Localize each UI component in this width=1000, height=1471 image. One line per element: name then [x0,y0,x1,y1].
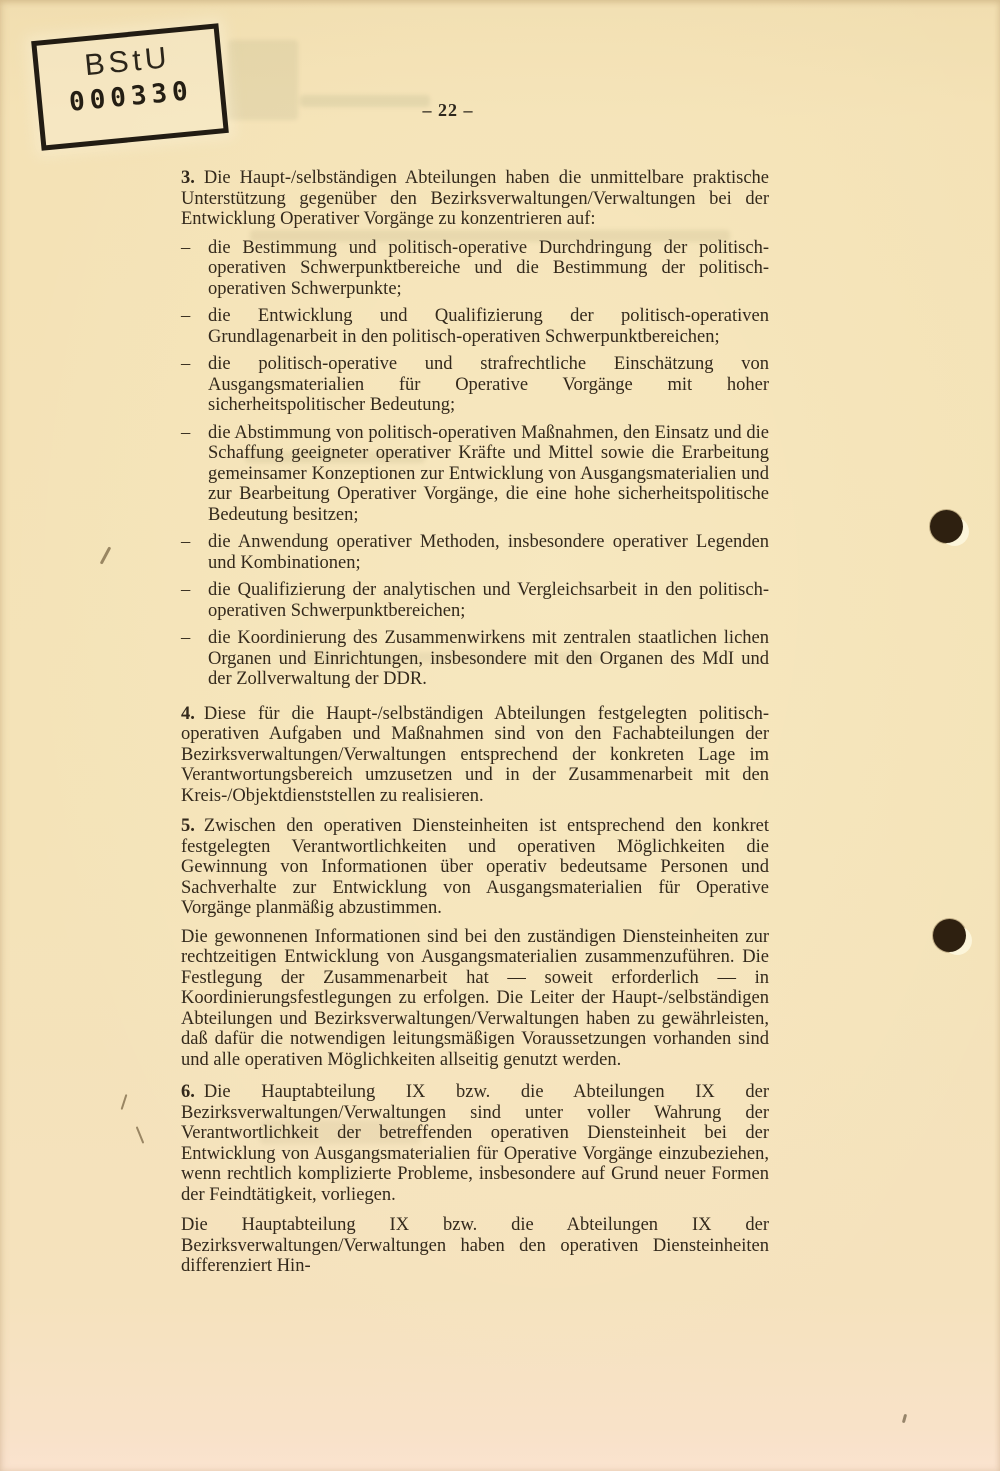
paragraph-6-continuation [181,1215,769,1277]
paragraph-4-number: 4. [181,703,195,724]
list-item-text: die Abstimmung von politisch-operativen Maßnahmen, den Einsatz und die Schaffung geeigneter operativer Kräfte und Mittel sowie die Erarbeitung gemeinsamer Konzeptionen zur Entwicklung von Ausgangsmaterialien und zur Bearbeitung Operativer Vorgänge, die eine hohe sicherheitspolitische Bedeutung besitzen; [208,422,769,525]
paragraph-5-number: 5. [181,816,195,836]
paragraph-5 [181,816,769,919]
dash-bullet: – [181,306,191,326]
paragraph-4-text: Diese für die Haupt-/selbständigen Abteilungen festgelegten politisch-operativen Aufgaben und Maßnahmen sind von den Fachabteilungen der Bezirksverwaltungen/Verwaltungen entsprechend der konkreten Lage im Verantwortungsbereich umzusetzen und in der Zusammenarbeit mit den Kreis-/Objektdienststellen zu realisieren. [181,703,769,806]
paragraph-5-continuation-text: Die gewonnenen Informationen sind bei den zuständigen Diensteinheiten zur rechtzeitigen Entwicklung von Ausgangsmaterialien zusammenzuführen. Die Festlegung der Zusammenarbeit hat — soweit erforderlich — in Koordinierungsfestlegungen zu erfolgen. Die Leiter der Haupt-/selbständigen Abteilungen und Bezirksverwaltungen/Verwaltungen haben zu gewährleisten, daß dafür die notwendigen leitungsmäßigen Voraussetzungen vorhanden sind und alle operativen Möglichkeiten allseitig genutzt werden. [181,926,769,1070]
list-item [181,423,769,526]
list-item [181,238,769,300]
dash-bullet: – [181,422,191,443]
page-number: – 22 – [422,100,474,120]
dash-bullet: – [181,532,191,552]
list-item [181,306,769,347]
paragraph-5-text: Zwischen den operativen Diensteinheiten ist entsprechend den konkret festgelegten Verantwortlichkeiten und operativen Möglichkeiten die Gewinnung von Informationen über operativ bedeutsame Personen und Sachverhalte zur Entwicklung von Ausgangsmaterialien für Operative Vorgänge planmäßig abzustimmen. [181,816,769,918]
paragraph-6-continuation-text: Die Hauptabteilung IX bzw. die Abteilungen IX der Bezirksverwaltungen/Verwaltungen haben den operativen Diensteinheiten differenziert Hin- [181,1215,769,1276]
list-item-text: die Koordinierung des Zusammenwirkens mit zentralen staatlichen lichen Organen und Einrichtungen, insbesondere mit den Organen des MdI und der Zollverwaltung der DDR. [208,628,769,689]
paragraph-6 [181,1082,769,1205]
dash-bullet: – [181,354,191,374]
list-item [181,580,769,621]
paragraph-3-text: Die Haupt-/selbständigen Abteilungen haben die unmittelbare praktische Unterstützung gegenüber den Bezirksverwaltungen/Verwaltungen bei der Entwicklung Operativer Vorgänge zu konzentrieren auf: [181,168,769,229]
list-item [181,354,769,416]
list-item-text: die Anwendung operativer Methoden, insbesondere operativer Legenden und Kombinationen; [208,532,769,573]
pen-mark [121,1094,128,1110]
list-item-text: die Entwicklung und Qualifizierung der politisch-operativen Grundlagenarbeit in den politisch-operativen Schwerpunktbereichen; [208,306,769,347]
paragraph-5-continuation [181,927,769,1071]
bullet-list [181,238,769,690]
stamp-agency-label: BStU [83,41,172,83]
bstu-archive-stamp [31,23,229,151]
list-item-text: die politisch-operative und strafrechtliche Einschätzung von Ausgangsmaterialien für Operative Vorgänge mit hoher sicherheitspolitischer Bedeutung; [208,354,769,415]
paragraph-6-number: 6. [181,1082,195,1102]
dash-bullet: – [181,580,191,600]
pen-mark [136,1126,145,1143]
document-body [181,168,769,1285]
list-item-text: die Qualifizierung der analytischen und Vergleichsarbeit in den politisch-operativen Schwerpunktbereichen; [208,580,769,621]
paragraph-3-number: 3. [181,168,195,188]
paragraph-6-text: Die Hauptabteilung IX bzw. die Abteilungen IX der Bezirksverwaltungen/Verwaltungen sind unter voller Wahrung der Verantwortlichkeit der betreffenden operativen Diensteinheit bei der Entwicklung von Ausgangsmaterialien für Operative Vorgänge einzubeziehen, wenn rechtlich komplizierte Probleme, insbesondere auf Grund neuer Formen der Feindtätigkeit, vorliegen. [181,1082,769,1205]
paragraph-3 [181,168,769,230]
paragraph-4 [181,704,769,807]
list-item [181,628,769,690]
pen-mark [100,546,112,564]
dash-bullet: – [181,237,191,258]
list-item-text: die Bestimmung und politisch-operative Durchdringung der politisch-operativen Schwerpunktbereiche und die Bestimmung der politisch-operativen Schwerpunkte; [208,237,769,299]
bleedthrough-smudge [228,40,298,120]
punch-hole [933,919,966,952]
list-item [181,532,769,573]
punch-hole [930,510,963,543]
stamp-serial-number: 000330 [67,76,195,118]
dash-bullet: – [181,628,191,648]
pen-mark [902,1414,907,1423]
